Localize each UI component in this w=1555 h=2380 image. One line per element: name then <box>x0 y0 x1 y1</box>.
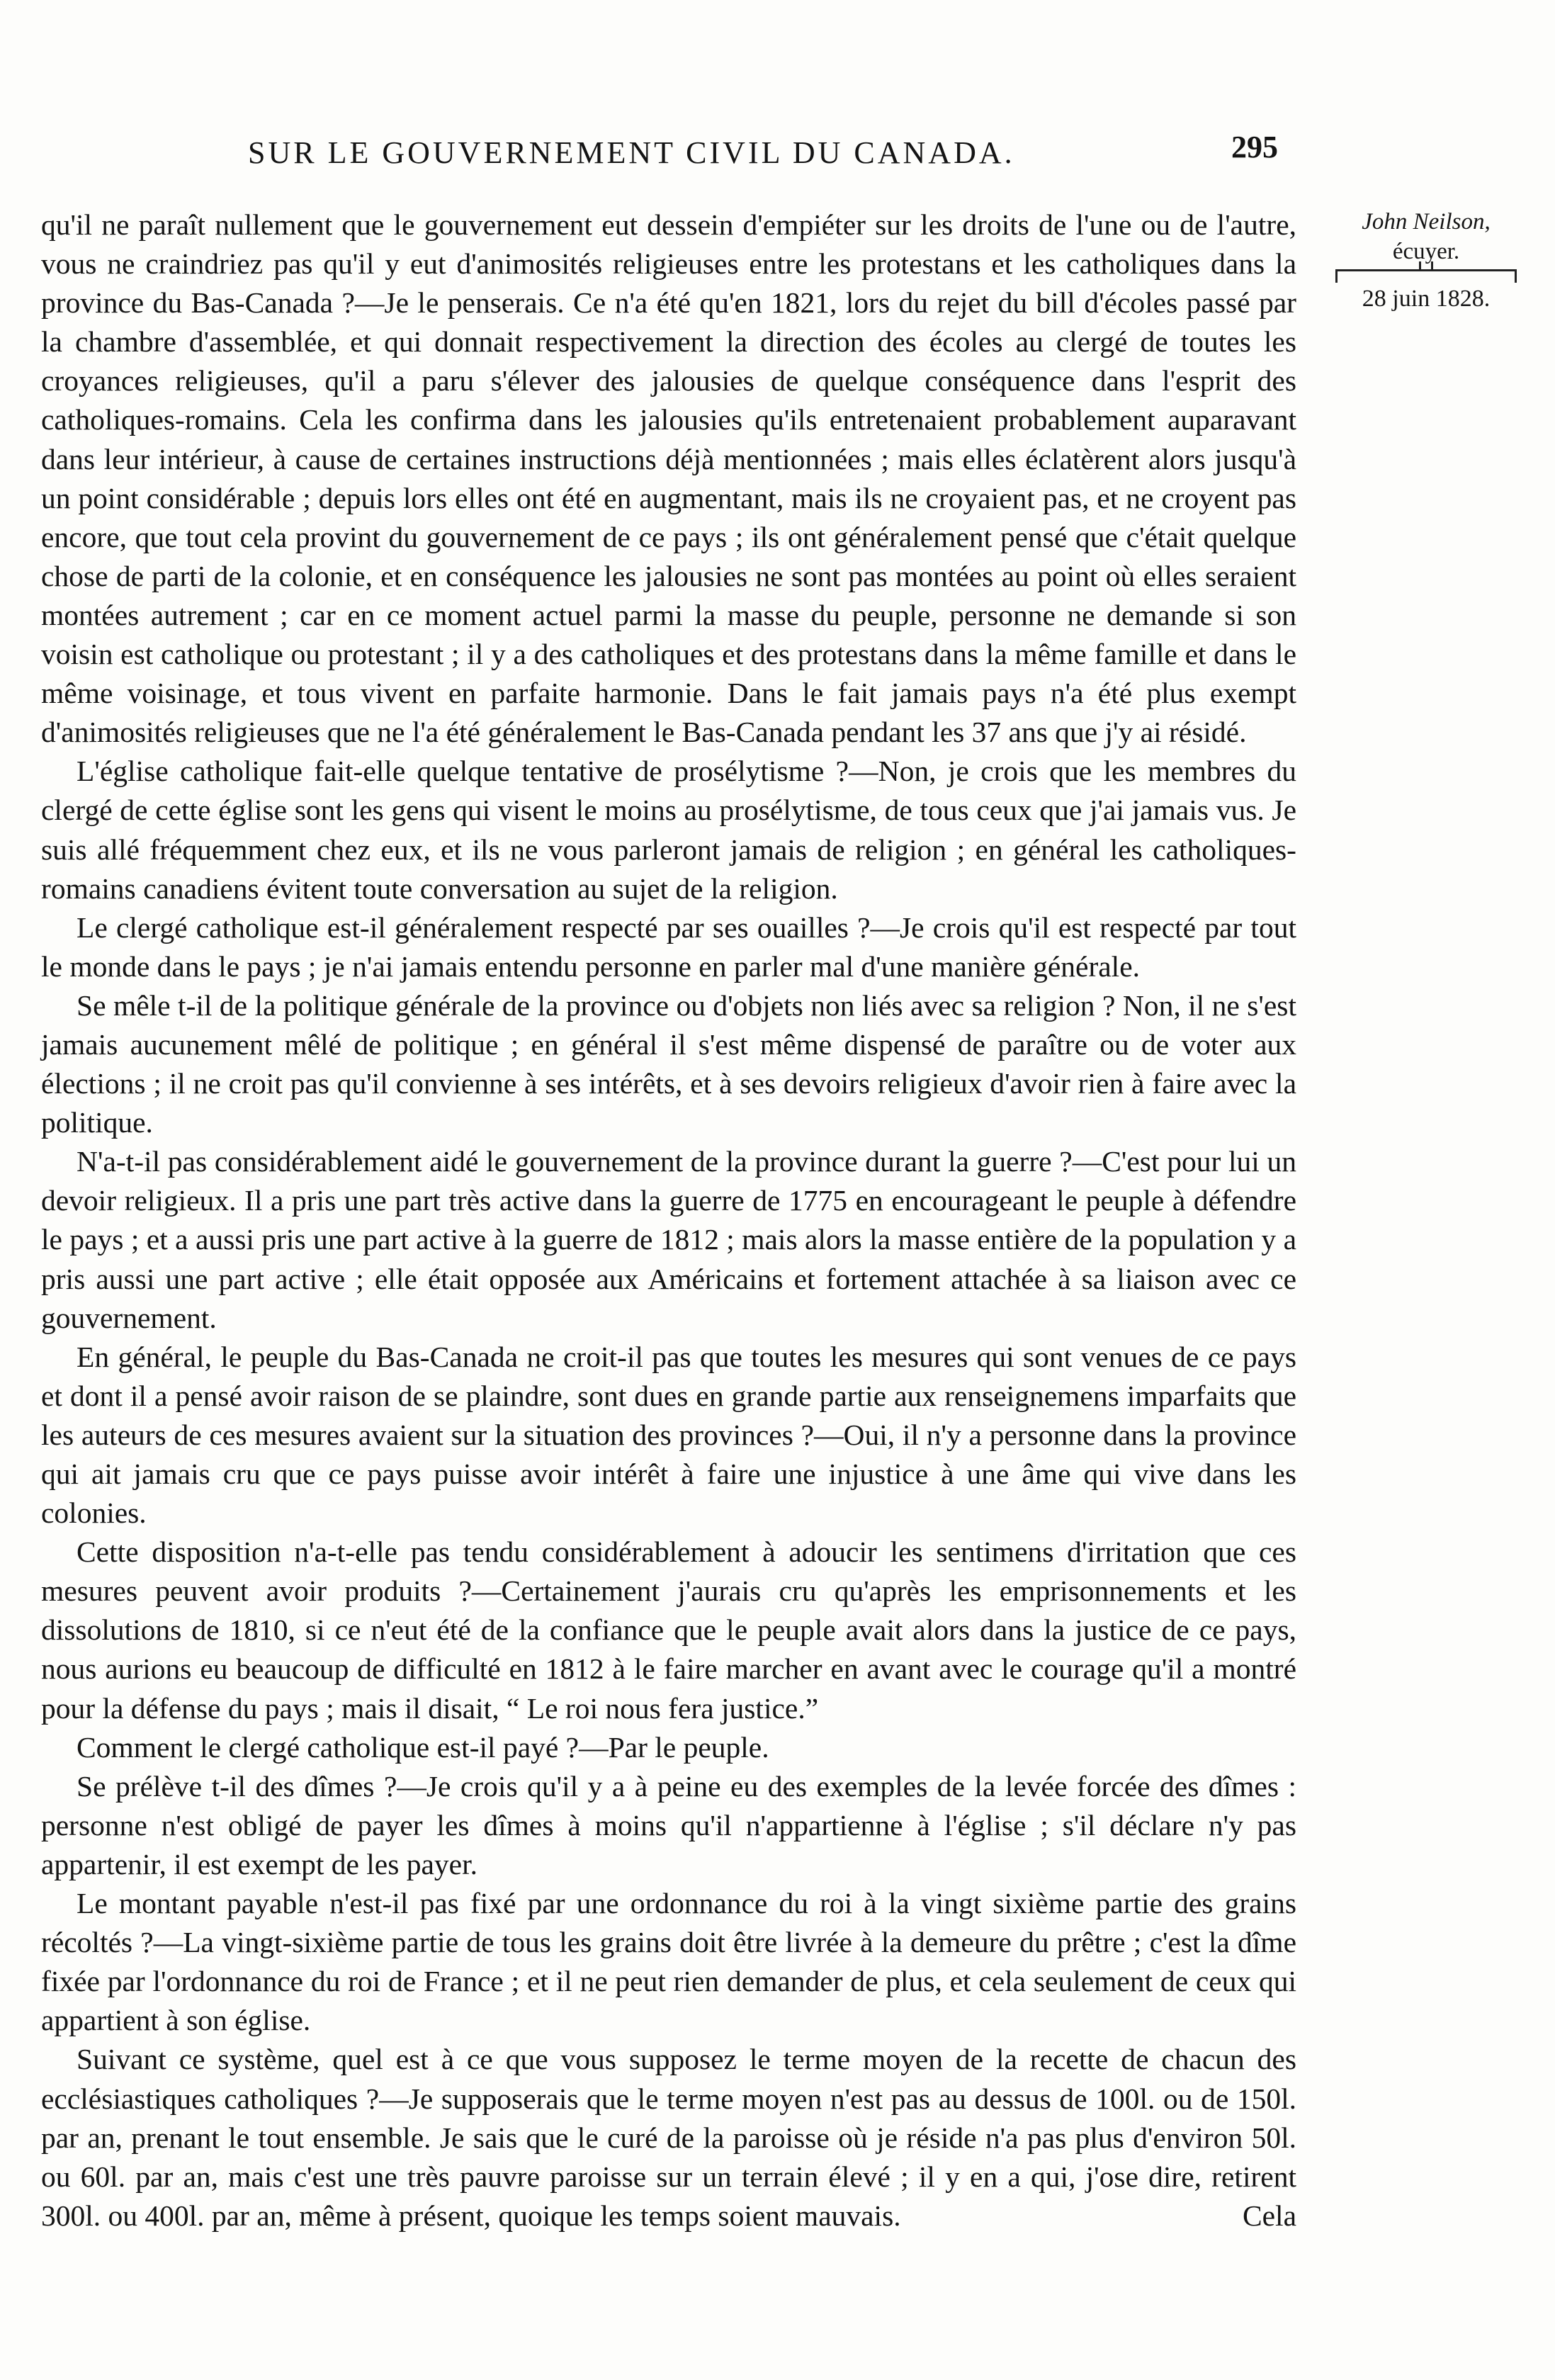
paragraph: Le montant payable n'est-il pas fixé par une ordonnance du roi à la vingt sixième partie des grains récoltés ?—La vingt-sixième partie de tous les grains doit être livrée à la demeure du prêtre ; c'est la dîme fixée par l'ordonnance du roi de France ; et il ne peut rien demander de plus, et cela seulement de ceux qui appartient à son église. <box>41 1887 1296 2037</box>
paragraph: Comment le clergé catholique est-il payé ?—Par le peuple. <box>77 1730 769 1764</box>
paragraph: En général, le peuple du Bas-Canada ne croit-il pas que toutes les mesures qui sont venues de ce pays et dont il a pensé avoir raison de se plaindre, sont dues en grande partie aux renseignemens imparfaits que les auteurs de ces mesures avaient sur la situation des provinces ?—Oui, il n'y a personne dans la province qui ait jamais cru que ce pays puisse avoir intérêt à faire une injustice à une âme qui vive dans les colonies. <box>41 1340 1296 1530</box>
page-number: 295 <box>1231 130 1278 164</box>
catchword: Cela <box>1242 2199 1296 2232</box>
paragraph: Suivant ce système, quel est à ce que vous supposez le terme moyen de la recette de chacun des ecclésiastiques catholiques ?—Je supposerais que le terme moyen n'est pas au dessus de 100l. ou de 150l. par an, prenant le tout ensemble. Je sais que le curé de la paroisse où je réside n'a pas plus d'environ 50l. ou 60l. par an, mais c'est une très pauvre paroisse sur un terrain élevé ; il y en a qui, j'ose dire, retirent 300l. ou 400l. par an, même à présent, quoique les temps soient mauvais. <box>41 2043 1296 2232</box>
paragraph: N'a-t-il pas considérablement aidé le gouvernement de la province durant la guerre ?—C'est pour lui un devoir religieux. Il a pris une part très active dans la guerre de 1775 en encourageant le peuple à défendre le pays ; et a aussi pris une part active à la guerre de 1812 ; mais alors la masse entière de la population y a pris aussi une part active ; elle était opposée aux Américains et fortement attachée à sa liaison avec ce gouvernement. <box>41 1145 1296 1334</box>
paragraph: Le clergé catholique est-il généralement respecté par ses ouailles ?—Je crois qu'il est respecté par tout le monde dans le pays ; je n'ai jamais entendu personne en parler mal d'une manière générale. <box>41 910 1296 983</box>
brace-icon <box>1335 269 1517 283</box>
body-text <box>41 205 1296 2235</box>
paragraph: Se mêle t-il de la politique générale de la province ou d'objets non liés avec sa religion ? Non, il ne s'est jamais aucunement mêlé de politique ; en général il s'est même dispensé de paraître ou de voter aux élections ; il ne croit pas qu'il convienne à ses intérêts, et à ses devoirs religieux d'avoir rien à faire avec la politique. <box>41 988 1296 1139</box>
paragraph: qu'il ne paraît nullement que le gouvernement eut dessein d'empiéter sur les droits de l'une ou de l'autre, vous ne craindriez pas qu'il y eut d'animosités religieuses entre les protestans et les catholiques dans la province du Bas-Canada ?—Je le penserais. Ce n'a été qu'en 1821, lors du rejet du bill d'écoles passé par la chambre d'assemblée, et qui donnait respectivement la direction des écoles au clergé de toutes les croyances religieuses, qu'il a paru s'élever des jalousies de quelque conséquence dans l'esprit des catholiques-romains. Cela les confirma dans les jalousies qu'ils entretenaient probablement auparavant dans leur intérieur, à cause de certaines instructions déjà mentionnées ; mais elles éclatèrent alors jusqu'à un point considérable ; depuis lors elles ont été en augmentant, mais ils ne croyaient pas, et ne croyent pas encore, que tout cela provint du gouvernement de ce pays ; ils ont généralement pensé que c'était quelque chose de parti de la colonie, et en conséquence les jalousies ne sont pas montées au point où elles seraient montées autrement ; car en ce moment actuel parmi la masse du peuple, personne ne demande si son voisin est catholique ou protestant ; il y a des catholiques et des protestans dans la même famille et dans le même voisinage, et tous vivent en parfaite harmonie. Dans le fait jamais pays n'a été plus exempt d'animosités religieuses que ne l'a été généralement le Bas-Canada pendant les 37 ans que j'y ai résidé. <box>41 208 1296 749</box>
witness-name: John Neilson, <box>1362 209 1491 235</box>
paragraph: Se prélève t-il des dîmes ?—Je crois qu'il y a à peine eu des exemples de la levée forcée des dîmes : personne n'est obligé de payer les dîmes à moins qu'il n'appartienne à l'église ; s'il déclare n'y pas appartenir, il est exempt de les payer. <box>41 1769 1296 1880</box>
running-title: SUR LE GOUVERNEMENT CIVIL DU CANADA. <box>248 135 1015 170</box>
paragraph: Cette disposition n'a-t-elle pas tendu considérablement à adoucir les sentimens d'irritation que ces mesures peuvent avoir produits ?—Certainement j'aurais cru qu'après les emprisonnements et les dissolutions de 1810, si ce n'eut été de la confiance que le peuple avait alors dans la justice de ce pays, nous aurions eu beaucoup de difficulté en 1812 à le faire marcher en avant avec le courage qu'il a montré pour la défense du pays ; mais il disait, “ Le roi nous fera justice.” <box>41 1535 1296 1725</box>
paragraph: L'église catholique fait-elle quelque tentative de prosélytisme ?—Non, je crois que les membres du clergé de cette église sont les gens qui visent le moins au prosélytisme, de tous ceux que j'ai jamais vus. Je suis allé fréquemment chez eux, et ils ne vous parleront jamais de religion ; en général les catholiques-romains canadiens évitent toute conversation au sujet de la religion. <box>41 755 1296 905</box>
testimony-date: 28 juin 1828. <box>1362 286 1491 312</box>
witness-title: écuyer. <box>1392 239 1460 264</box>
margin-note <box>1309 207 1543 314</box>
